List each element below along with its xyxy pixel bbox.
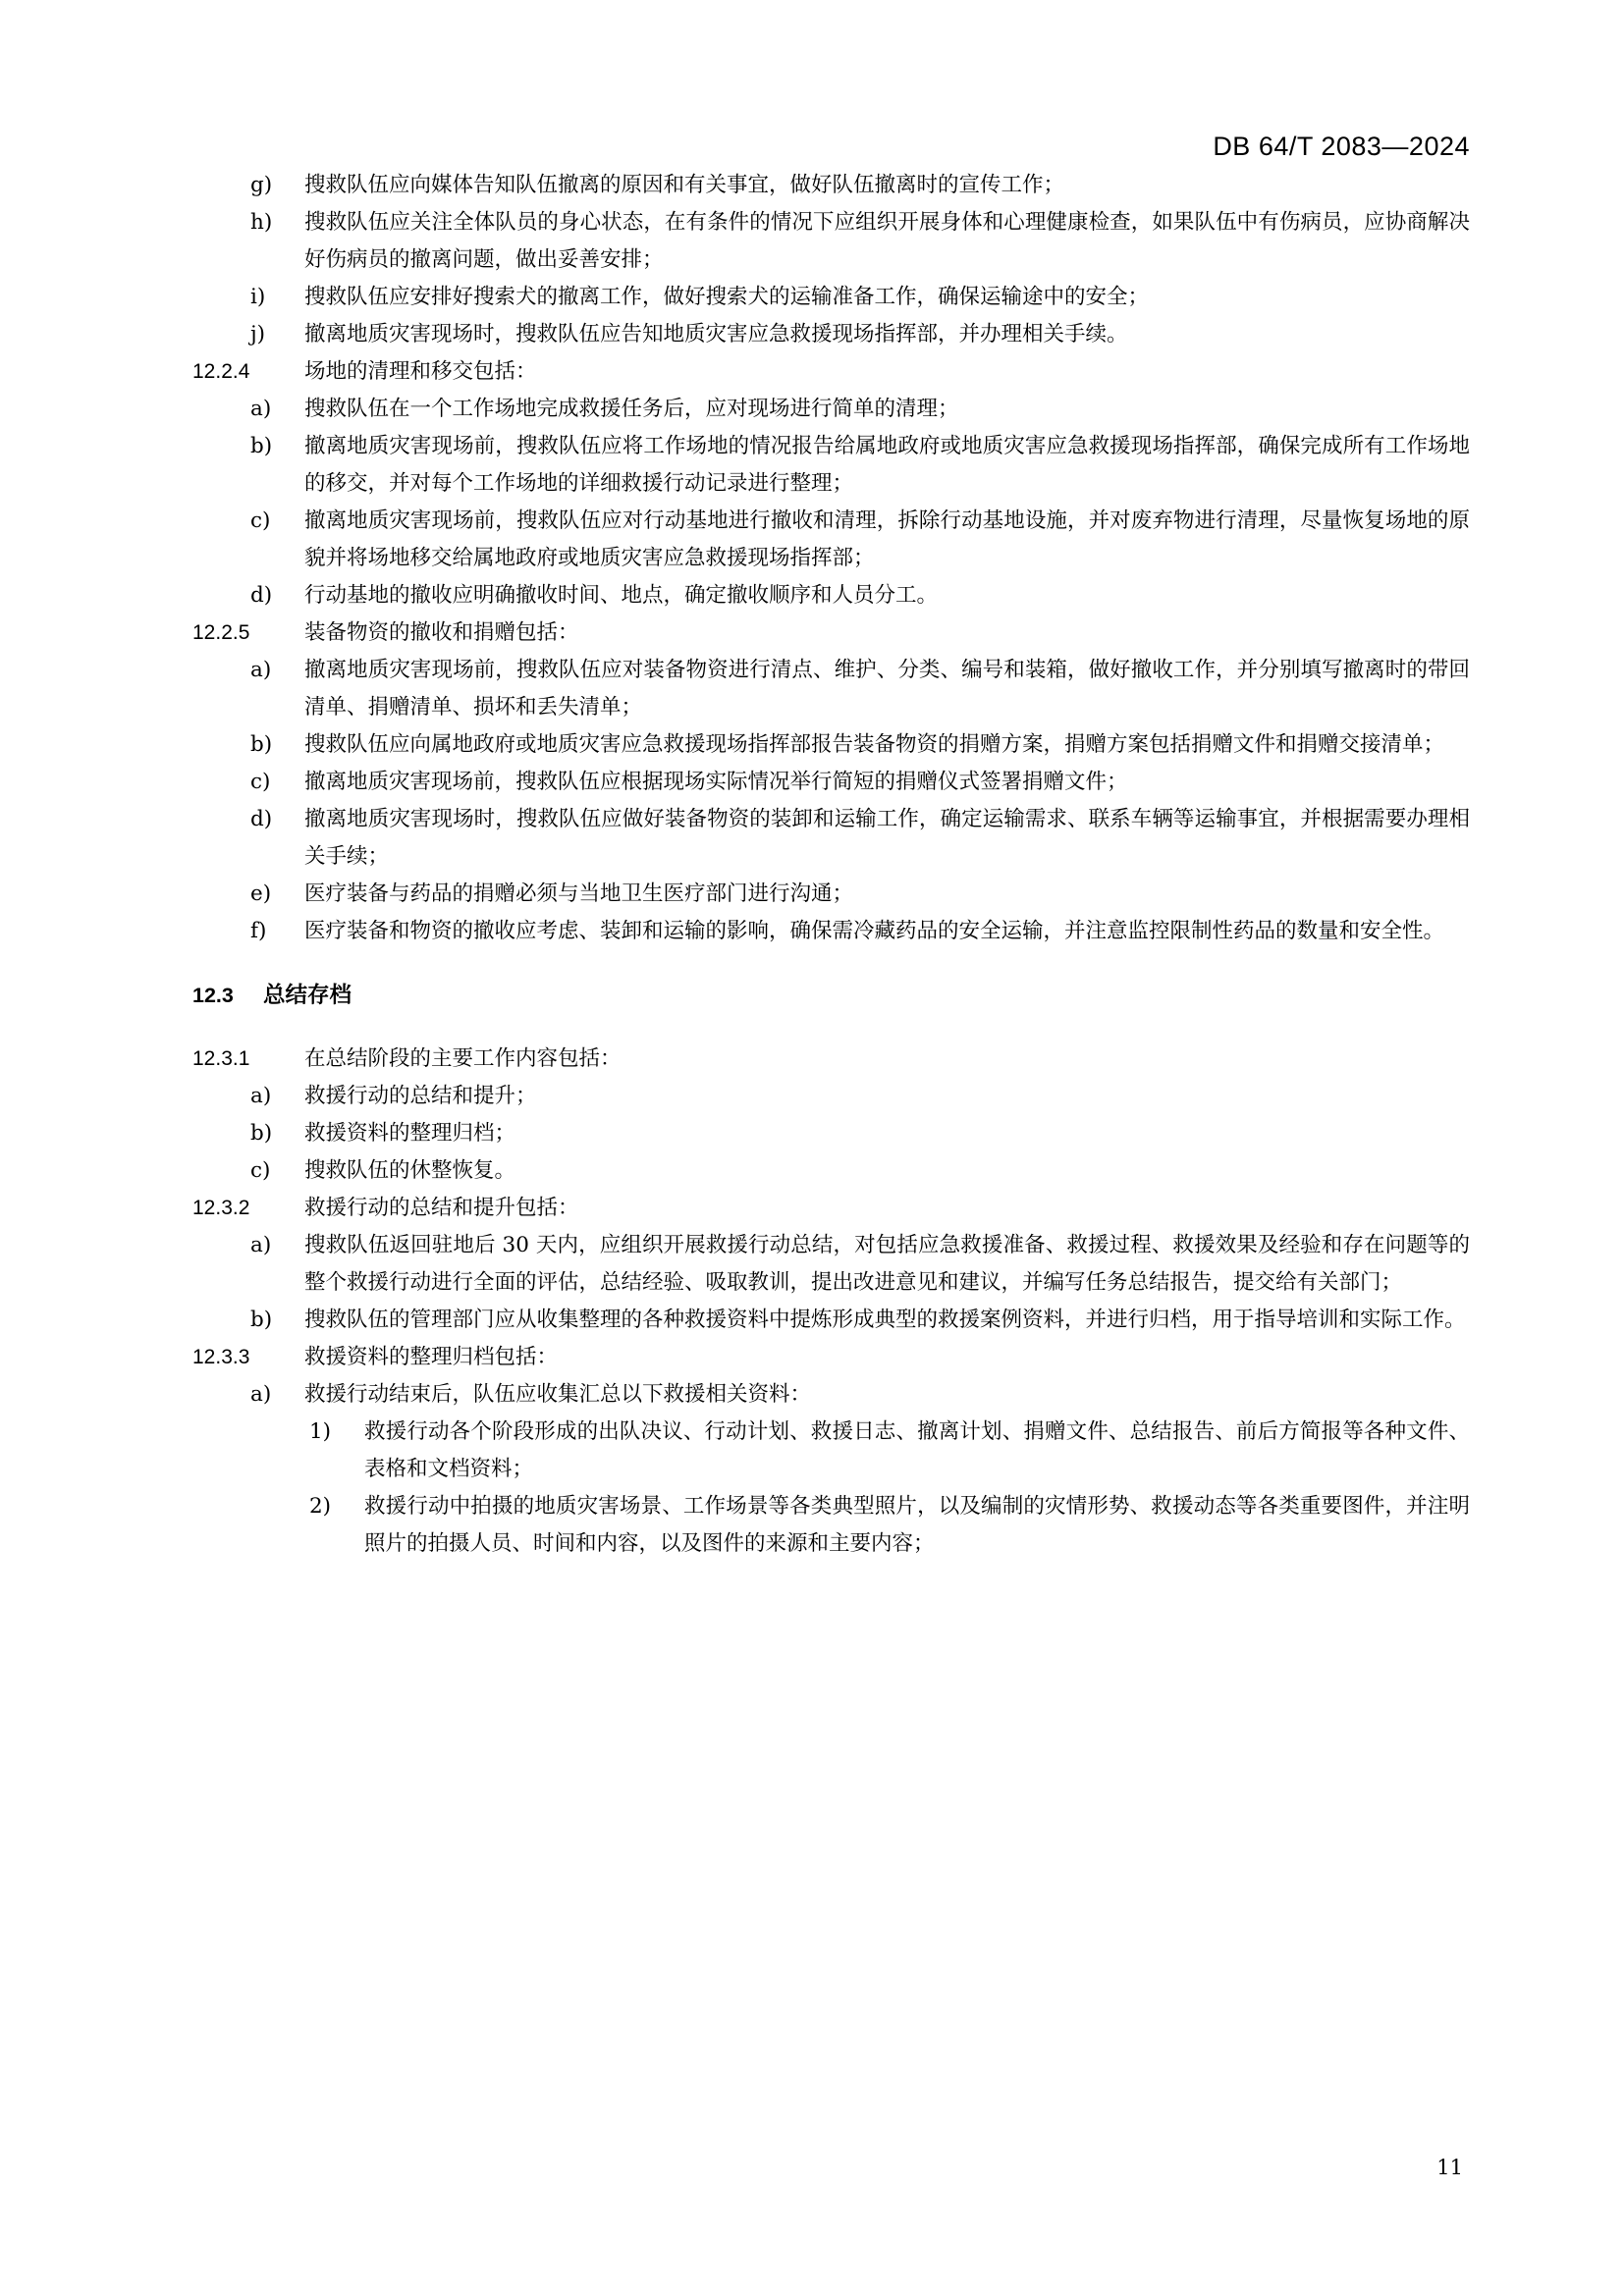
item-text: 搜救队伍应向属地政府或地质灾害应急救援现场指挥部报告装备物资的捐赠方案，捐赠方案包括捐赠文件和捐赠交接清单； xyxy=(304,732,1445,757)
item-text: 医疗装备和物资的撤收应考虑、装卸和运输的影响，确保需冷藏药品的安全运输，并注意监控限制性药品的数量和安全性。 xyxy=(304,919,1445,943)
clause-item xyxy=(192,1041,1470,1078)
document-body xyxy=(192,167,1470,1563)
clause-item xyxy=(192,614,1470,652)
item-label: a) xyxy=(250,397,272,421)
item-label: d) xyxy=(250,807,273,831)
standard-number-header: DB 64/T 2083—2024 xyxy=(1213,132,1470,161)
sub-list-item xyxy=(192,1414,1470,1488)
item-text: 总结存档 xyxy=(263,983,352,1007)
item-label: 12.2.5 xyxy=(192,621,250,644)
item-label: g) xyxy=(250,173,273,197)
item-text: 救援资料的整理归档包括： xyxy=(304,1345,559,1369)
item-text: 救援行动结束后，队伍应收集汇总以下救援相关资料： xyxy=(304,1382,812,1407)
item-text: 搜救队伍的休整恢复。 xyxy=(304,1158,516,1183)
item-text: 撤离地质灾害现场前，搜救队伍应对行动基地进行撤收和清理，拆除行动基地设施，并对废弃物进行清理，尽量恢复场地的原貌并将场地移交给属地政府或地质灾害应急救援现场指挥部； xyxy=(304,508,1470,570)
list-item xyxy=(192,876,1470,913)
item-label: h) xyxy=(250,210,273,235)
item-text: 在总结阶段的主要工作内容包括： xyxy=(304,1046,622,1071)
item-text: 场地的清理和移交包括： xyxy=(304,359,537,384)
item-label: j) xyxy=(250,322,266,347)
list-item xyxy=(192,391,1470,428)
list-item xyxy=(192,1302,1470,1339)
section-heading xyxy=(192,977,1470,1014)
list-item xyxy=(192,764,1470,801)
list-item xyxy=(192,1227,1470,1302)
item-label: a) xyxy=(250,658,272,682)
item-text: 搜救队伍应安排好搜索犬的撤离工作，做好搜索犬的运输准备工作，确保运输途中的安全； xyxy=(304,285,1150,309)
item-text: 救援资料的整理归档； xyxy=(304,1121,516,1146)
item-label: c) xyxy=(250,1158,271,1183)
item-label: b) xyxy=(250,732,273,757)
list-item xyxy=(192,1078,1470,1115)
item-label: 12.3.2 xyxy=(192,1197,250,1219)
item-label: c) xyxy=(250,770,271,794)
item-label: b) xyxy=(250,434,273,458)
item-label: 1) xyxy=(309,1419,332,1444)
clause-item xyxy=(192,1339,1470,1376)
list-item xyxy=(192,316,1470,353)
item-label: b) xyxy=(250,1308,273,1332)
item-text: 撤离地质灾害现场前，搜救队伍应将工作场地的情况报告给属地政府或地质灾害应急救援现场指挥部，确保完成所有工作场地的移交，并对每个工作场地的详细救援行动记录进行整理； xyxy=(304,434,1470,496)
item-label: a) xyxy=(250,1382,272,1407)
item-text: 装备物资的撤收和捐赠包括： xyxy=(304,620,579,645)
list-item xyxy=(192,428,1470,503)
list-item xyxy=(192,503,1470,577)
item-label: e) xyxy=(250,881,272,906)
item-text: 搜救队伍应关注全体队员的身心状态，在有条件的情况下应组织开展身体和心理健康检查，如果队伍中有伤病员，应协商解决好伤病员的撤离问题，做出妥善安排； xyxy=(304,210,1470,272)
item-text: 撤离地质灾害现场时，搜救队伍应告知地质灾害应急救援现场指挥部，并办理相关手续。 xyxy=(304,322,1128,347)
item-label: a) xyxy=(250,1084,272,1108)
list-item xyxy=(192,1115,1470,1152)
item-label: f) xyxy=(250,919,267,943)
item-label: 12.3.1 xyxy=(192,1047,250,1070)
item-label: i) xyxy=(250,285,266,309)
item-text: 救援行动中拍摄的地质灾害场景、工作场景等各类典型照片，以及编制的灾情形势、救援动态等各类重要图件，并注明照片的拍摄人员、时间和内容，以及图件的来源和主要内容； xyxy=(364,1494,1470,1556)
item-text: 救援行动的总结和提升； xyxy=(304,1084,537,1108)
item-text: 搜救队伍应向媒体告知队伍撤离的原因和有关事宜，做好队伍撤离时的宣传工作； xyxy=(304,173,1065,197)
item-label: a) xyxy=(250,1233,272,1257)
item-text: 撤离地质灾害现场前，搜救队伍应根据现场实际情况举行简短的捐赠仪式签署捐赠文件； xyxy=(304,770,1128,794)
item-text: 救援行动的总结和提升包括： xyxy=(304,1196,579,1220)
list-item xyxy=(192,1376,1470,1414)
item-text: 撤离地质灾害现场时，搜救队伍应做好装备物资的装卸和运输工作，确定运输需求、联系车辆等运输事宜，并根据需要办理相关手续； xyxy=(304,807,1470,869)
sub-list-item xyxy=(192,1488,1470,1563)
item-label: 12.3 xyxy=(192,984,234,1007)
list-item xyxy=(192,204,1470,279)
item-label: 2) xyxy=(309,1494,332,1519)
list-item xyxy=(192,279,1470,316)
item-text: 搜救队伍返回驻地后 30 天内，应组织开展救援行动总结，对包括应急救援准备、救援过程、救援效果及经验和存在问题等的整个救援行动进行全面的评估，总结经验、吸取教训，提出改进意见和建议，并编写任务总结报告，提交给有关部门； xyxy=(304,1233,1470,1295)
item-text: 搜救队伍在一个工作场地完成救援任务后，应对现场进行简单的清理； xyxy=(304,397,959,421)
clause-item xyxy=(192,1190,1470,1227)
item-label: 12.2.4 xyxy=(192,360,250,383)
list-item xyxy=(192,167,1470,204)
item-text: 搜救队伍的管理部门应从收集整理的各种救援资料中提炼形成典型的救援案例资料，并进行归档，用于指导培训和实际工作。 xyxy=(304,1308,1466,1332)
list-item xyxy=(192,913,1470,950)
list-item xyxy=(192,577,1470,614)
item-text: 救援行动各个阶段形成的出队决议、行动计划、救援日志、撤离计划、捐赠文件、总结报告、前后方简报等各种文件、表格和文档资料； xyxy=(364,1419,1470,1481)
page-number: 11 xyxy=(1436,2156,1463,2179)
clause-item xyxy=(192,353,1470,391)
item-label: d) xyxy=(250,583,273,608)
item-label: 12.3.3 xyxy=(192,1346,250,1368)
item-label: b) xyxy=(250,1121,273,1146)
item-text: 医疗装备与药品的捐赠必须与当地卫生医疗部门进行沟通； xyxy=(304,881,854,906)
list-item xyxy=(192,652,1470,726)
item-label: c) xyxy=(250,508,271,533)
list-item xyxy=(192,801,1470,876)
item-text: 撤离地质灾害现场前，搜救队伍应对装备物资进行清点、维护、分类、编号和装箱，做好撤收工作，并分别填写撤离时的带回清单、捐赠清单、损坏和丢失清单； xyxy=(304,658,1470,720)
list-item xyxy=(192,726,1470,764)
list-item xyxy=(192,1152,1470,1190)
item-text: 行动基地的撤收应明确撤收时间、地点，确定撤收顺序和人员分工。 xyxy=(304,583,939,608)
